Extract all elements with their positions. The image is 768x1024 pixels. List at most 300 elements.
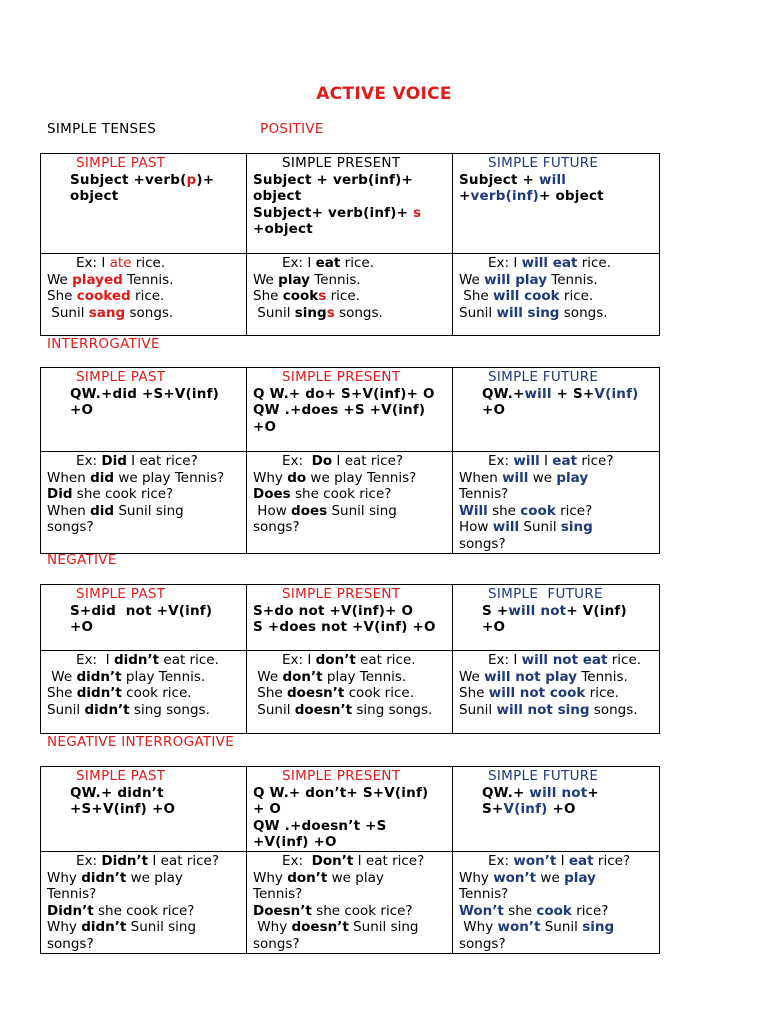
future-header: SIMPLE FUTURE bbox=[488, 768, 599, 784]
example-line bbox=[459, 669, 653, 686]
example-text: eat rice. bbox=[159, 652, 219, 668]
example-text: Sunil bbox=[519, 519, 561, 536]
example-text: play Tennis. bbox=[322, 668, 407, 685]
negative-past-examples-cell bbox=[41, 651, 247, 734]
formula-line: +object bbox=[253, 221, 313, 238]
example-line bbox=[47, 305, 240, 322]
formula-highlight: s bbox=[413, 204, 422, 221]
example-line bbox=[459, 519, 653, 536]
example-verb: do bbox=[287, 469, 307, 486]
example-verb: Didn’t bbox=[47, 902, 94, 919]
present-header: SIMPLE PRESENT bbox=[282, 155, 401, 171]
example-text: We bbox=[253, 668, 283, 685]
example-verb: Do bbox=[311, 453, 333, 469]
past-header: SIMPLE PAST bbox=[76, 768, 166, 784]
example-text: she cook rice? bbox=[72, 486, 174, 503]
formula-line bbox=[253, 205, 446, 222]
example-line bbox=[459, 272, 653, 289]
formula-line: +O bbox=[482, 402, 506, 419]
example-line bbox=[459, 470, 653, 487]
example-line bbox=[253, 919, 446, 936]
neg-interrogative-past-examples-cell bbox=[41, 851, 247, 953]
formula-line: S+did not +V(inf) bbox=[70, 602, 213, 619]
example-line bbox=[47, 652, 240, 669]
example-line: songs? bbox=[47, 935, 94, 952]
example-line bbox=[459, 453, 653, 470]
table-row bbox=[41, 767, 660, 852]
example-text: Why bbox=[253, 869, 288, 886]
example-line: Tennis? bbox=[253, 886, 303, 903]
positive-future-examples-cell bbox=[453, 254, 660, 336]
example-verb: will not play bbox=[484, 668, 578, 685]
example-line bbox=[459, 853, 653, 870]
example-line: songs? bbox=[459, 535, 506, 552]
formula-highlight: will bbox=[524, 385, 552, 402]
formula-line: +V(inf) +O bbox=[253, 834, 337, 851]
formula-text: + bbox=[459, 188, 471, 205]
example-text: Why bbox=[459, 919, 498, 936]
example-line bbox=[253, 503, 446, 520]
formula-highlight: V(inf) bbox=[503, 801, 548, 818]
example-text: Ex: bbox=[282, 453, 312, 469]
example-line bbox=[47, 702, 240, 719]
example-verb: cooked bbox=[76, 288, 131, 305]
past-header: SIMPLE PAST bbox=[76, 155, 166, 171]
present-header: SIMPLE PRESENT bbox=[282, 369, 401, 385]
table-row bbox=[41, 651, 660, 734]
example-text: We bbox=[253, 271, 279, 288]
example-text: Why bbox=[459, 869, 494, 886]
example-verb: don’t bbox=[315, 652, 356, 668]
example-text: Sunil sing bbox=[126, 919, 197, 936]
example-verb: Won’t bbox=[459, 902, 504, 919]
example-text: When bbox=[47, 469, 91, 486]
example-verb: Did bbox=[101, 453, 127, 469]
neg-interrogative-past-formula-cell bbox=[41, 767, 247, 852]
example-text: Ex: I bbox=[488, 255, 522, 271]
formula-text: + S+ bbox=[551, 385, 595, 402]
example-verb: didn’t bbox=[76, 685, 122, 702]
example-text: She bbox=[253, 288, 283, 305]
interrogative-table bbox=[40, 367, 660, 554]
example-text: sing songs. bbox=[129, 701, 210, 718]
example-line bbox=[47, 669, 240, 686]
example-verb: play bbox=[564, 869, 596, 886]
example-line bbox=[459, 685, 653, 702]
example-text: Why bbox=[253, 469, 288, 486]
formula-text: S+ bbox=[482, 801, 504, 818]
example-text: songs. bbox=[125, 304, 174, 321]
example-line bbox=[253, 272, 446, 289]
example-verb: doesn’t bbox=[287, 685, 345, 702]
example-verb: will eat bbox=[521, 255, 578, 271]
neg-interrogative-present-formula-cell bbox=[247, 767, 453, 852]
example-line bbox=[47, 272, 240, 289]
example-text: Ex: bbox=[76, 453, 102, 469]
example-line bbox=[459, 652, 653, 669]
example-line bbox=[253, 486, 446, 503]
example-line bbox=[253, 288, 446, 305]
neg-interrogative-present-examples-cell bbox=[247, 851, 453, 953]
interrogative-present-examples-cell bbox=[247, 452, 453, 554]
example-text: sing songs. bbox=[352, 701, 433, 718]
example-text: rice. bbox=[131, 255, 166, 271]
example-line bbox=[459, 903, 653, 920]
example-text: she cook rice? bbox=[290, 486, 392, 503]
formula-line: Q W.+ don’t+ S+V(inf) bbox=[253, 784, 429, 801]
formula-text: + V(inf) bbox=[566, 602, 627, 619]
example-line bbox=[253, 669, 446, 686]
example-verb: will bbox=[513, 453, 540, 469]
formula-highlight: will bbox=[538, 171, 567, 188]
example-text: Why bbox=[47, 869, 82, 886]
formula-line: object bbox=[253, 188, 302, 205]
example-text: Ex: I bbox=[76, 255, 110, 271]
formula-text: +O bbox=[547, 801, 576, 818]
example-verb: Does bbox=[253, 486, 291, 503]
formula-text: + object bbox=[539, 188, 604, 205]
example-text: We bbox=[459, 271, 485, 288]
formula-line bbox=[459, 188, 653, 205]
example-line bbox=[459, 288, 653, 305]
example-line bbox=[47, 255, 240, 272]
example-verb: won’t bbox=[513, 852, 557, 869]
example-text: rice? bbox=[555, 502, 593, 519]
example-text: play Tennis. bbox=[121, 668, 206, 685]
page-title: ACTIVE VOICE bbox=[316, 84, 452, 104]
example-line bbox=[253, 305, 446, 322]
example-text: Why bbox=[253, 919, 292, 936]
example-text: she bbox=[503, 902, 537, 919]
formula-line bbox=[459, 386, 653, 403]
example-text: Ex: bbox=[488, 453, 514, 469]
example-text: cook rice. bbox=[344, 685, 415, 702]
example-text: Tennis. bbox=[547, 271, 598, 288]
formula-line: Subject + verb(inf)+ bbox=[253, 171, 413, 188]
example-line bbox=[253, 702, 446, 719]
formula-line: +O bbox=[253, 418, 277, 435]
example-line bbox=[459, 919, 653, 936]
example-text: I bbox=[539, 453, 553, 469]
formula-line: + O bbox=[253, 801, 282, 818]
past-header: SIMPLE PAST bbox=[76, 586, 166, 602]
negative-interrogative-label: NEGATIVE INTERROGATIVE bbox=[47, 734, 235, 750]
negative-past-formula-cell bbox=[41, 585, 247, 651]
formula-line: QW .+does +S +V(inf) bbox=[253, 402, 426, 419]
example-verb: play bbox=[278, 271, 310, 288]
formula-text: QW.+ bbox=[482, 784, 530, 801]
example-verb: won’t bbox=[493, 869, 537, 886]
example-verb: sing bbox=[294, 304, 327, 321]
example-verb: eat bbox=[568, 852, 594, 869]
example-text: Sunil bbox=[47, 304, 89, 321]
example-text: we bbox=[536, 869, 565, 886]
example-text: I eat rice? bbox=[126, 453, 198, 469]
example-text: Sunil sing bbox=[114, 502, 184, 519]
example-verb: will cook bbox=[493, 288, 560, 305]
positive-table bbox=[40, 153, 660, 336]
example-suffix: s bbox=[326, 304, 335, 321]
example-line bbox=[47, 503, 240, 520]
example-verb: did bbox=[90, 469, 115, 486]
example-verb: didn’t bbox=[113, 652, 160, 668]
example-verb: Will bbox=[459, 502, 488, 519]
formula-text: QW.+ bbox=[482, 385, 525, 402]
example-text: She bbox=[459, 288, 494, 305]
example-line bbox=[47, 288, 240, 305]
example-line: Tennis? bbox=[47, 886, 97, 903]
example-text: Sunil sing bbox=[327, 502, 397, 519]
example-line bbox=[47, 870, 240, 887]
present-header: SIMPLE PRESENT bbox=[282, 586, 401, 602]
example-text: I eat rice? bbox=[332, 453, 404, 469]
example-text: Sunil sing bbox=[348, 919, 419, 936]
example-text: Ex: bbox=[488, 852, 514, 869]
positive-past-formula-cell bbox=[41, 154, 247, 254]
example-text: we bbox=[528, 469, 557, 486]
example-suffix: s bbox=[318, 288, 327, 305]
example-verb: don’t bbox=[287, 869, 328, 886]
interrogative-future-formula-cell bbox=[453, 368, 660, 452]
positive-past-examples-cell bbox=[41, 254, 247, 336]
example-line bbox=[47, 470, 240, 487]
formula-highlight: verb(inf) bbox=[470, 188, 540, 205]
example-text: I eat rice? bbox=[148, 852, 219, 869]
positive-present-formula-cell bbox=[247, 154, 453, 254]
formula-line: Q W.+ do+ S+V(inf)+ O bbox=[253, 385, 435, 402]
example-text: Ex: I bbox=[488, 652, 522, 668]
example-line: Tennis? bbox=[459, 486, 509, 503]
formula-line: QW.+did +S+V(inf) bbox=[70, 385, 220, 402]
example-text: rice. bbox=[340, 255, 374, 271]
example-verb: does bbox=[291, 502, 328, 519]
example-text: Sunil bbox=[47, 701, 85, 718]
formula-line: +O bbox=[70, 619, 94, 636]
past-header: SIMPLE PAST bbox=[76, 369, 166, 385]
interrogative-past-formula-cell bbox=[41, 368, 247, 452]
example-verb: will not sing bbox=[496, 701, 590, 718]
example-text: we play Tennis? bbox=[114, 469, 225, 486]
example-text: Sunil bbox=[253, 701, 295, 718]
example-line: songs? bbox=[253, 935, 300, 952]
example-line bbox=[253, 870, 446, 887]
example-text: rice. bbox=[130, 288, 165, 305]
example-text: When bbox=[459, 469, 503, 486]
interrogative-label: INTERROGATIVE bbox=[47, 336, 160, 352]
example-text: songs. bbox=[334, 304, 383, 321]
formula-text: Subject + bbox=[459, 171, 539, 188]
formula-line: QW.+ didn’t bbox=[70, 784, 164, 801]
example-verb: Did bbox=[47, 486, 73, 503]
example-verb: Didn’t bbox=[101, 852, 149, 869]
future-header: SIMPLE FUTURE bbox=[488, 586, 603, 602]
formula-highlight: p bbox=[186, 171, 197, 188]
example-text: eat rice. bbox=[355, 652, 416, 668]
example-text: Why bbox=[47, 919, 82, 936]
example-verb: sang bbox=[88, 304, 126, 321]
example-text: Sunil bbox=[459, 304, 497, 321]
example-line: songs? bbox=[47, 519, 94, 536]
example-text: we play Tennis? bbox=[306, 469, 417, 486]
example-line bbox=[459, 503, 653, 520]
formula-line: S+do not +V(inf)+ O bbox=[253, 602, 414, 619]
example-verb: sing bbox=[582, 919, 615, 936]
simple-tenses-label: SIMPLE TENSES bbox=[47, 121, 157, 137]
example-text: Tennis. bbox=[309, 271, 361, 288]
example-verb: didn’t bbox=[81, 869, 127, 886]
formula-text: + bbox=[587, 784, 599, 801]
example-line: songs? bbox=[459, 935, 506, 952]
example-verb: didn’t bbox=[76, 668, 122, 685]
example-text: We bbox=[47, 668, 77, 685]
example-line bbox=[253, 853, 446, 870]
table-row bbox=[41, 452, 660, 554]
example-text: songs. bbox=[589, 701, 638, 718]
negative-table bbox=[40, 584, 660, 734]
example-text: Tennis. bbox=[122, 271, 174, 288]
example-text: cook rice. bbox=[121, 685, 192, 702]
example-verb: Doesn’t bbox=[253, 902, 312, 919]
example-text: How bbox=[459, 519, 493, 536]
negative-future-formula-cell bbox=[453, 585, 660, 651]
example-text: We bbox=[47, 271, 73, 288]
example-text: Ex: I bbox=[76, 652, 114, 668]
future-header: SIMPLE FUTURE bbox=[488, 155, 599, 171]
example-line bbox=[459, 702, 653, 719]
example-verb: will bbox=[492, 519, 520, 536]
example-text: rice. bbox=[585, 685, 619, 702]
example-text: When bbox=[47, 502, 91, 519]
formula-line bbox=[459, 172, 653, 189]
example-verb: played bbox=[72, 271, 123, 288]
example-text: she cook rice? bbox=[311, 902, 413, 919]
example-text: Ex: I bbox=[282, 652, 316, 668]
example-line: songs? bbox=[253, 519, 300, 536]
example-line bbox=[253, 453, 446, 470]
example-text: She bbox=[253, 685, 288, 702]
example-line bbox=[47, 453, 240, 470]
example-line bbox=[253, 903, 446, 920]
neg-interrogative-future-examples-cell bbox=[453, 851, 660, 953]
example-line bbox=[47, 486, 240, 503]
example-line bbox=[47, 903, 240, 920]
example-text: rice. bbox=[577, 255, 612, 271]
positive-future-formula-cell bbox=[453, 154, 660, 254]
example-verb: didn’t bbox=[84, 701, 130, 718]
formula-highlight: V(inf) bbox=[594, 385, 639, 402]
example-verb: doesn’t bbox=[291, 919, 349, 936]
example-text: rice? bbox=[571, 902, 609, 919]
example-text: rice. bbox=[559, 288, 594, 305]
example-verb: didn’t bbox=[81, 919, 127, 936]
present-header: SIMPLE PRESENT bbox=[282, 768, 401, 784]
example-verb: sing bbox=[560, 519, 593, 536]
negative-future-examples-cell bbox=[453, 651, 660, 734]
example-verb: will not cook bbox=[488, 685, 586, 702]
formula-line bbox=[47, 172, 240, 189]
example-text: Tennis. bbox=[577, 668, 628, 685]
future-header: SIMPLE FUTURE bbox=[488, 369, 599, 385]
table-row bbox=[41, 368, 660, 452]
formula-line bbox=[459, 785, 653, 802]
formula-text: Subject +verb( bbox=[70, 171, 187, 188]
interrogative-past-examples-cell bbox=[41, 452, 247, 554]
interrogative-present-formula-cell bbox=[247, 368, 453, 452]
table-row bbox=[41, 254, 660, 336]
example-verb: cook bbox=[282, 288, 319, 305]
example-text: Sunil bbox=[459, 701, 497, 718]
formula-highlight: will not bbox=[529, 784, 588, 801]
example-text: songs. bbox=[559, 304, 608, 321]
formula-text: Subject+ verb(inf)+ bbox=[253, 204, 413, 221]
example-text: She bbox=[459, 685, 489, 702]
example-line bbox=[253, 685, 446, 702]
example-verb: will sing bbox=[496, 304, 560, 321]
example-verb: ate bbox=[109, 255, 132, 271]
example-verb: won’t bbox=[497, 919, 541, 936]
example-line: Tennis? bbox=[459, 886, 509, 903]
table-row bbox=[41, 851, 660, 953]
formula-line: +S+V(inf) +O bbox=[70, 801, 176, 818]
formula-line bbox=[459, 603, 653, 620]
example-line bbox=[47, 685, 240, 702]
negative-interrogative-table bbox=[40, 766, 660, 954]
example-text: Sunil bbox=[253, 304, 295, 321]
example-line bbox=[459, 870, 653, 887]
example-verb: play bbox=[556, 469, 589, 486]
formula-line: +O bbox=[482, 619, 506, 636]
example-verb: doesn’t bbox=[294, 701, 353, 718]
positive-present-examples-cell bbox=[247, 254, 453, 336]
negative-present-formula-cell bbox=[247, 585, 453, 651]
example-line bbox=[47, 919, 240, 936]
example-verb: Don’t bbox=[311, 852, 354, 869]
example-text: Ex: I bbox=[282, 255, 316, 271]
example-line bbox=[253, 652, 446, 669]
formula-line: object bbox=[70, 188, 119, 205]
example-text: rice. bbox=[326, 288, 360, 305]
positive-label: POSITIVE bbox=[260, 121, 324, 137]
example-text: rice? bbox=[577, 453, 614, 469]
example-verb: eat bbox=[552, 453, 578, 469]
example-verb: cook bbox=[520, 502, 556, 519]
example-text: Ex: bbox=[282, 852, 312, 869]
example-text: she cook rice? bbox=[93, 902, 195, 919]
example-text: Sunil bbox=[540, 919, 583, 936]
formula-line: S +does not +V(inf) +O bbox=[253, 619, 436, 636]
example-verb: did bbox=[90, 502, 115, 519]
interrogative-future-examples-cell bbox=[453, 452, 660, 554]
example-verb: will bbox=[502, 469, 529, 486]
example-verb: eat bbox=[315, 255, 341, 271]
example-line bbox=[459, 305, 653, 322]
example-text: rice. bbox=[607, 652, 642, 668]
example-text: we play bbox=[327, 869, 384, 886]
example-text: She bbox=[47, 288, 77, 305]
example-verb: don’t bbox=[282, 668, 323, 685]
example-line bbox=[253, 470, 446, 487]
formula-highlight: will not bbox=[508, 602, 567, 619]
example-text: We bbox=[459, 668, 485, 685]
neg-interrogative-future-formula-cell bbox=[453, 767, 660, 852]
negative-label: NEGATIVE bbox=[47, 552, 117, 568]
example-text: I eat rice? bbox=[353, 852, 425, 869]
table-row bbox=[41, 154, 660, 254]
example-text: I bbox=[556, 852, 569, 869]
example-line bbox=[459, 255, 653, 272]
example-text: Ex: bbox=[76, 852, 102, 869]
formula-line bbox=[459, 801, 653, 818]
